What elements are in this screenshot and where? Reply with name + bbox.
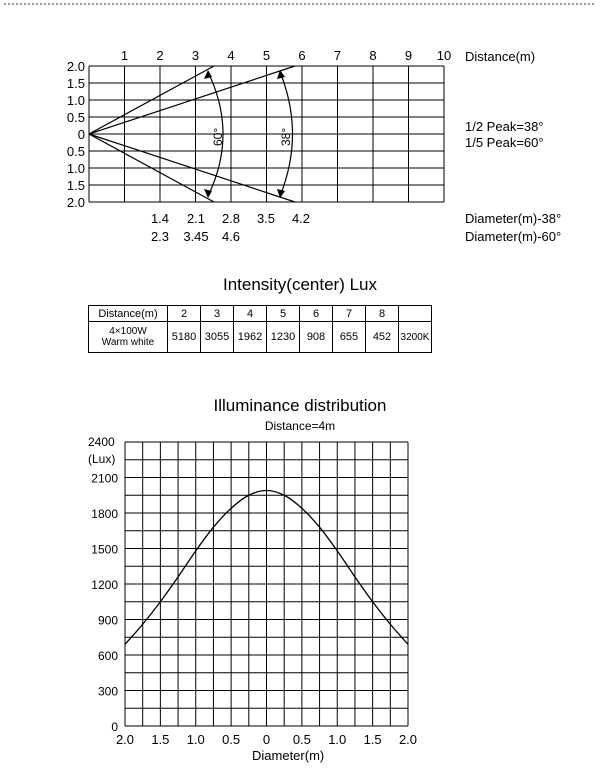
diameter-38-label: Diameter(m)-38° bbox=[465, 211, 562, 226]
radius-tick-label: 0.5 bbox=[66, 144, 85, 159]
half-peak-label: 1/2 Peak=38° bbox=[465, 119, 544, 134]
x-tick-label: 0.5 bbox=[222, 732, 241, 747]
table-cell bbox=[399, 306, 432, 322]
table-header-row bbox=[89, 306, 432, 322]
diameter-38-value: 4.2 bbox=[291, 211, 311, 226]
row-label-line2: Warm white bbox=[101, 337, 155, 348]
diameter-38-value: 2.1 bbox=[186, 211, 206, 226]
distance-tick-label: 8 bbox=[369, 48, 377, 63]
radius-tick-label: 1.5 bbox=[66, 76, 85, 91]
angle-60-label: 60° bbox=[211, 127, 225, 146]
diameter-60-value: 2.3 bbox=[150, 229, 170, 244]
x-tick-label: 0 bbox=[262, 732, 271, 747]
y-tick-label: 1200 bbox=[91, 578, 118, 592]
radius-tick-label: 2.0 bbox=[66, 195, 85, 210]
x-tick-label: 1.0 bbox=[186, 732, 205, 747]
table-row bbox=[89, 322, 432, 353]
table-cell: 6 bbox=[300, 306, 333, 322]
radius-tick-label: 1.5 bbox=[66, 178, 85, 193]
diameter-38-value: 2.8 bbox=[221, 211, 241, 226]
distance-tick-label: 9 bbox=[404, 48, 413, 63]
x-tick-label: 1.0 bbox=[328, 732, 347, 747]
table-cell: 1962 bbox=[234, 322, 267, 353]
x-axis-label: Diameter(m) bbox=[252, 748, 325, 763]
distance-tick-label: 2 bbox=[156, 48, 164, 63]
y-top-label: 2400 bbox=[88, 435, 115, 449]
y-tick-label: 900 bbox=[97, 613, 118, 628]
diameter-38-value: 3.5 bbox=[256, 211, 276, 226]
table-cell: 452 bbox=[366, 322, 399, 353]
table-cell: 8 bbox=[366, 306, 399, 322]
radius-tick-label: 0 bbox=[77, 127, 85, 142]
distance-tick-label: 1 bbox=[120, 48, 129, 63]
table-cell: 655 bbox=[333, 322, 366, 353]
table-cell: 1230 bbox=[267, 322, 300, 353]
table-cell: 3055 bbox=[201, 322, 234, 353]
distance-unit-label: Distance(m) bbox=[465, 49, 536, 64]
y-tick-label: 2100 bbox=[91, 471, 118, 486]
beam-diagram bbox=[0, 0, 600, 260]
x-tick-label: 2.0 bbox=[398, 732, 418, 747]
radius-tick-label: 2.0 bbox=[66, 59, 85, 74]
angle-38-label: 38° bbox=[279, 127, 293, 146]
table-cell: 4 bbox=[234, 306, 267, 322]
table-row-label bbox=[89, 322, 168, 353]
table-cell: 7 bbox=[333, 306, 366, 322]
distance-tick-label: 5 bbox=[262, 48, 271, 63]
radius-tick-label: 0.5 bbox=[66, 110, 85, 125]
chart-grid bbox=[125, 442, 408, 726]
intensity-title: Intensity(center) Lux bbox=[222, 275, 377, 294]
table-cell: 5 bbox=[267, 306, 300, 322]
diameter-60-value: 4.6 bbox=[221, 229, 241, 244]
intensity-table bbox=[88, 305, 432, 353]
chart-subtitle: Distance=4m bbox=[264, 419, 336, 433]
x-tick-label: 2.0 bbox=[115, 732, 135, 747]
table-cell: 3200K bbox=[399, 322, 432, 353]
radius-tick-label: 1.0 bbox=[66, 93, 85, 108]
table-cell: Distance(m) bbox=[89, 306, 168, 322]
y-tick-label: 600 bbox=[97, 649, 118, 663]
y-tick-label: 0 bbox=[111, 720, 118, 734]
table-cell: 5180 bbox=[168, 322, 201, 353]
x-tick-label: 1.5 bbox=[151, 732, 170, 747]
diameter-38-value: 1.4 bbox=[150, 211, 170, 226]
distance-tick-label: 10 bbox=[436, 48, 452, 63]
fifth-peak-label: 1/5 Peak=60° bbox=[465, 135, 544, 150]
row-label-line1: 4×100W bbox=[109, 326, 147, 337]
x-tick-label: 0.5 bbox=[292, 732, 311, 747]
y-tick-label: 1500 bbox=[91, 542, 118, 557]
y-tick-label: 300 bbox=[97, 684, 118, 699]
y-tick-label: 1800 bbox=[91, 507, 118, 521]
table-cell: 908 bbox=[300, 322, 333, 353]
diameter-60-value: 3.45 bbox=[183, 229, 209, 244]
diameter-60-label: Diameter(m)-60° bbox=[465, 229, 562, 244]
distance-tick-label: 7 bbox=[333, 48, 342, 63]
table-cell: 2 bbox=[168, 306, 201, 322]
radius-tick-label: 1.0 bbox=[66, 161, 85, 176]
beam-grid bbox=[89, 66, 444, 202]
chart-title: Illuminance distribution bbox=[213, 396, 387, 415]
y-unit-label: (Lux) bbox=[88, 452, 116, 466]
illuminance-chart bbox=[0, 430, 600, 768]
x-tick-label: 1.5 bbox=[363, 732, 382, 747]
distance-tick-label: 3 bbox=[191, 48, 200, 63]
table-cell: 3 bbox=[201, 306, 234, 322]
distance-tick-label: 4 bbox=[227, 48, 235, 63]
distance-tick-label: 6 bbox=[298, 48, 306, 63]
